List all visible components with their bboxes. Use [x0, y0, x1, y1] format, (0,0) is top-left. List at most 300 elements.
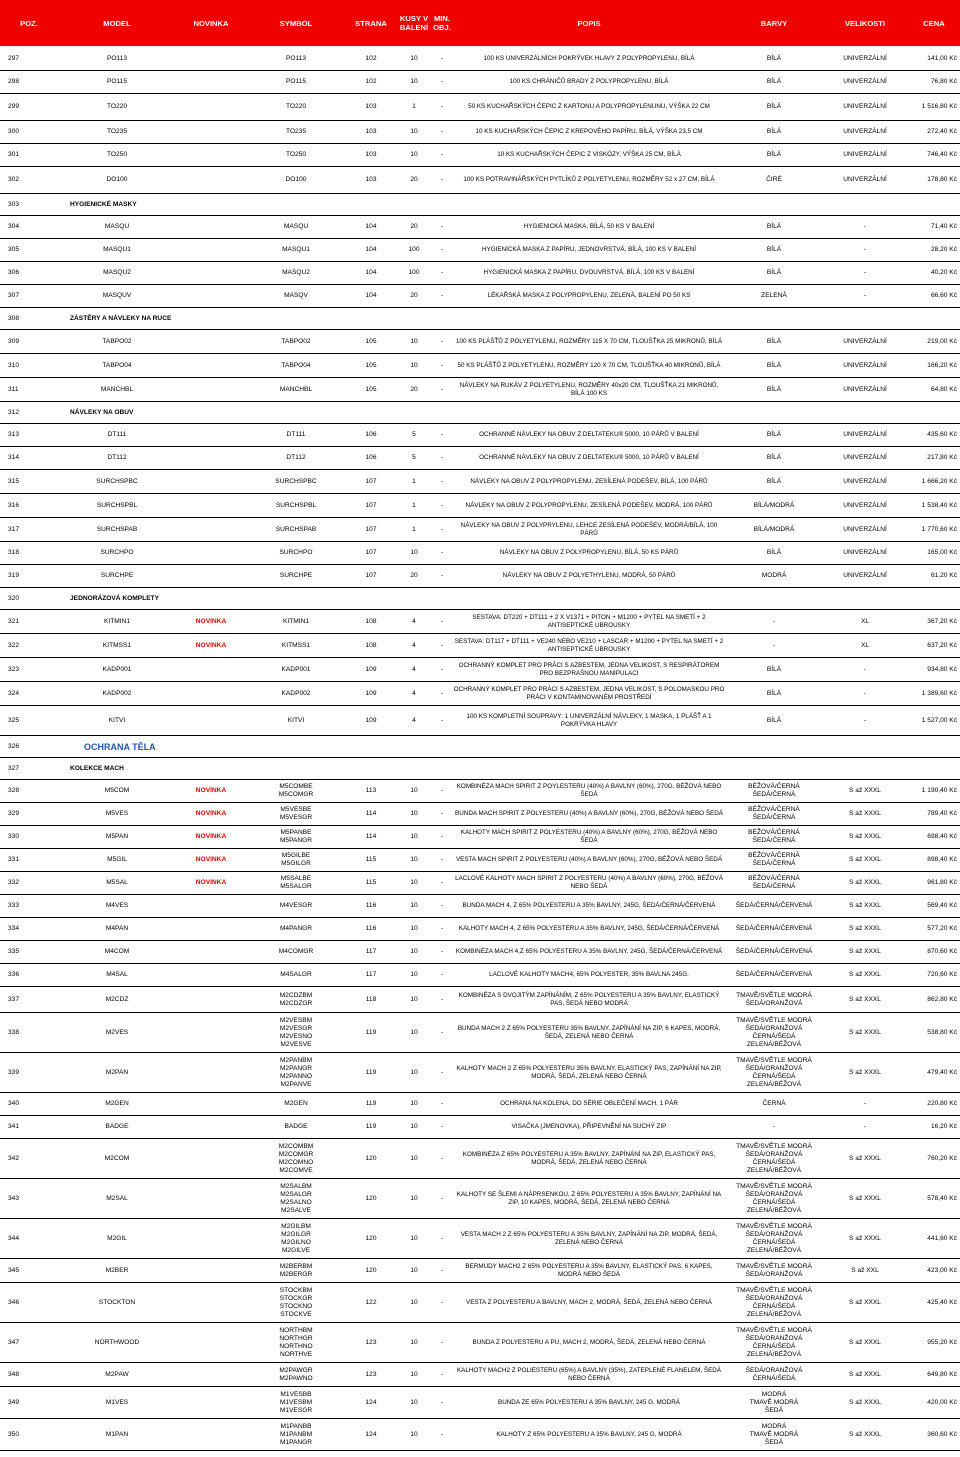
table-row [0, 1053, 960, 1093]
row-velikosti: - [822, 1116, 908, 1139]
row-min-obj: - [432, 872, 452, 895]
row-symbol: BADGE [246, 1116, 346, 1139]
row-strana: 119 [346, 1116, 396, 1139]
row-popis: OCHRANNÝ KOMPLET PRO PRÁCI S AZBESTEM, JEDNA VELIKOST, S RESPIRÁTOREM PRO BEZPRAŠNOU MANIPULACI [452, 658, 726, 682]
row-cena: 870,60 Kč [908, 941, 960, 964]
row-number: 309 [0, 330, 58, 354]
row-novinka [176, 262, 246, 285]
row-barvy: BÍLÁ [726, 239, 822, 262]
row-symbol: SURCHSPBC [246, 470, 346, 494]
row-cena: 1 538,40 Kč [908, 494, 960, 518]
row-velikosti: - [822, 658, 908, 682]
row-model: SURCHSPBC [58, 470, 176, 494]
row-novinka [176, 494, 246, 518]
row-symbol: M4PANGR [246, 918, 346, 941]
row-strana: 103 [346, 121, 396, 144]
row-velikosti: S až XXXL [822, 1363, 908, 1387]
row-velikosti: S až XXXL [822, 1387, 908, 1419]
table-row [0, 167, 960, 194]
row-min-obj: - [432, 1387, 452, 1419]
row-cena: 1 389,60 Kč [908, 682, 960, 706]
row-barvy: - [726, 610, 822, 634]
row-cena: 1 666,20 Kč [908, 470, 960, 494]
table-row [0, 1419, 960, 1451]
row-number: 346 [0, 1283, 58, 1323]
row-barvy: - [726, 634, 822, 658]
row-symbol: TABPO04 [246, 354, 346, 378]
row-barvy: BÍLÁ [726, 682, 822, 706]
row-min-obj: - [432, 144, 452, 167]
row-number: 298 [0, 71, 58, 94]
row-barvy: ZELENÁ [726, 285, 822, 308]
row-strana: 114 [346, 826, 396, 849]
row-model: M2PAW [58, 1363, 176, 1387]
row-barvy: TMAVĚ/SVĚTLE MODRÁ ŠEDÁ/ORANŽOVÁ [726, 1259, 822, 1283]
row-barvy: TMAVĚ/SVĚTLE MODRÁ ŠEDÁ/ORANŽOVÁ ČERNÁ/ŠEDÁ ZELENÁ/BÉŽOVÁ [726, 1013, 822, 1053]
row-popis: BUNDA MACH 2 Z 65% POLYESTERU 35% BAVLNY, ZAPÍNÁNÍ NA ZIP, 6 KAPES, MODRÁ, ŠEDÁ, ZELENÁ NEBO ČERNÁ [452, 1013, 726, 1053]
row-cena: 746,40 Kč [908, 144, 960, 167]
row-model: M2VES [58, 1013, 176, 1053]
row-popis: OCHRANNÉ NÁVLEKY NA OBUV Z DELTATEKU® 5000, 10 PÁRŮ V BALENÍ [452, 424, 726, 447]
row-strana: 113 [346, 780, 396, 803]
row-velikosti: UNIVERZÁLNÍ [822, 94, 908, 121]
table-row [0, 1139, 960, 1179]
row-barvy: ŠEDÁ/ČERNÁ/ČERVENÁ [726, 918, 822, 941]
row-min-obj: - [432, 706, 452, 736]
row-kusy: 10 [396, 941, 432, 964]
header-cena: CENA [908, 0, 960, 46]
table-row [0, 216, 960, 239]
table-row [0, 987, 960, 1013]
row-velikosti: UNIVERZÁLNÍ [822, 494, 908, 518]
row-min-obj: - [432, 1283, 452, 1323]
row-novinka [176, 1419, 246, 1451]
row-number: 328 [0, 780, 58, 803]
row-barvy: BÍLÁ [726, 216, 822, 239]
row-popis: 100 KS UNIVERZÁLNÍCH POKRÝVEK HLAVY Z POLYPROPYLENU, BÍLÁ [452, 48, 726, 71]
row-symbol: MASQU [246, 216, 346, 239]
row-popis: VESTA MACH SPIRIT Z POLYESTERU (40%) A BAVLNY (60%), 270G, BÉŽOVÁ NEBO ŠEDÁ [452, 849, 726, 872]
row-min-obj: - [432, 330, 452, 354]
row-barvy: MODRÁ TMAVĚ MODRÁ ŠEDÁ [726, 1387, 822, 1419]
row-cena: 220,80 Kč [908, 1093, 960, 1116]
table-row [0, 71, 960, 94]
row-velikosti: - [822, 682, 908, 706]
row-velikosti: S až XXXL [822, 1179, 908, 1219]
row-cena: 66,60 Kč [908, 285, 960, 308]
row-kusy: 10 [396, 48, 432, 71]
row-min-obj: - [432, 987, 452, 1013]
row-model: M2PAN [58, 1053, 176, 1093]
row-kusy: 10 [396, 330, 432, 354]
table-row [0, 518, 960, 542]
row-novinka [176, 1093, 246, 1116]
row-kusy: 1 [396, 518, 432, 542]
row-novinka [176, 239, 246, 262]
row-strana: 107 [346, 565, 396, 588]
row-number: 347 [0, 1323, 58, 1363]
row-popis: KALHOTY MACH SPIRIT Z POLYESTERU (40%) A BAVLNY (60%), 270G, BÉŽOVÁ NEBO ŠEDÁ [452, 826, 726, 849]
row-kusy: 20 [396, 167, 432, 194]
row-min-obj: - [432, 518, 452, 542]
row-velikosti: UNIVERZÁLNÍ [822, 565, 908, 588]
row-velikosti: XL [822, 610, 908, 634]
table-row [0, 285, 960, 308]
row-velikosti: UNIVERZÁLNÍ [822, 121, 908, 144]
row-number: 297 [0, 48, 58, 71]
row-number: 321 [0, 610, 58, 634]
row-popis: VESTA Z POLYESTERU A BAVLNY, MACH 2, MODRÁ, ŠEDÁ, ZELENÁ NEBO ČERNÁ [452, 1283, 726, 1323]
row-strana: 109 [346, 706, 396, 736]
row-barvy: BÍLÁ [726, 470, 822, 494]
row-kusy: 10 [396, 1283, 432, 1323]
row-cena: 862,80 Kč [908, 987, 960, 1013]
row-cena: 425,40 Kč [908, 1283, 960, 1323]
row-kusy: 10 [396, 1116, 432, 1139]
category-row [0, 308, 960, 330]
row-number: 307 [0, 285, 58, 308]
row-model: NORTHWOOD [58, 1323, 176, 1363]
row-cena: 898,40 Kč [908, 849, 960, 872]
row-novinka [176, 1219, 246, 1259]
row-model: KADP002 [58, 682, 176, 706]
row-velikosti: S až XXXL [822, 895, 908, 918]
row-barvy: ŠEDÁ/ČERNÁ/ČERVENÁ [726, 941, 822, 964]
row-novinka [176, 94, 246, 121]
row-barvy: TMAVĚ/SVĚTLE MODRÁ ŠEDÁ/ORANŽOVÁ ČERNÁ/ŠEDÁ ZELENÁ/BÉŽOVÁ [726, 1053, 822, 1093]
row-popis: HYGIENICKÁ MASKA, BÍLÁ, 50 KS V BALENÍ [452, 216, 726, 239]
row-symbol: KITMSS1 [246, 634, 346, 658]
row-cena: 423,00 Kč [908, 1259, 960, 1283]
row-number: 324 [0, 682, 58, 706]
row-min-obj: - [432, 941, 452, 964]
row-novinka [176, 987, 246, 1013]
table-row [0, 964, 960, 987]
row-min-obj: - [432, 262, 452, 285]
row-popis: KALHOTY Z 65% POLYESTERU A 35% BAVLNY, 245 G, MODRÁ [452, 1419, 726, 1451]
header-velikosti: VELIKOSTI [822, 0, 908, 46]
row-symbol: M5PANBE M5PANGR [246, 826, 346, 849]
row-popis: 100 KS CHRÁNIČŮ BRADY Z POLYPROPYLENU, BÍLÁ [452, 71, 726, 94]
row-novinka [176, 1179, 246, 1219]
row-kusy: 10 [396, 987, 432, 1013]
row-number: 327 [0, 758, 58, 780]
table-row [0, 826, 960, 849]
header-strana: STRANA [346, 0, 396, 46]
row-kusy: 10 [396, 1387, 432, 1419]
row-cena: 1 527,00 Kč [908, 706, 960, 736]
category-title: NÁVLEKY NA OBUV [58, 402, 960, 424]
row-barvy: BÍLÁ [726, 48, 822, 71]
row-symbol: MASQU2 [246, 262, 346, 285]
row-kusy: 100 [396, 239, 432, 262]
row-model: BADGE [58, 1116, 176, 1139]
row-cena: 955,20 Kč [908, 1323, 960, 1363]
row-number: 332 [0, 872, 58, 895]
row-velikosti: S až XXXL [822, 872, 908, 895]
row-novinka [176, 424, 246, 447]
row-barvy: BÍLÁ [726, 94, 822, 121]
category-title: OCHRANA TĚLA [58, 736, 960, 758]
row-barvy: MODRÁ TMAVĚ MODRÁ ŠEDÁ [726, 1419, 822, 1451]
row-novinka [176, 658, 246, 682]
row-kusy: 1 [396, 494, 432, 518]
row-min-obj: - [432, 1139, 452, 1179]
row-strana: 107 [346, 542, 396, 565]
row-kusy: 5 [396, 424, 432, 447]
table-row [0, 706, 960, 736]
table-row [0, 1387, 960, 1419]
row-velikosti: S až XXXL [822, 918, 908, 941]
row-number: 300 [0, 121, 58, 144]
row-strana: 106 [346, 447, 396, 470]
category-title: HYGIENICKÉ MASKY [58, 194, 960, 216]
table-row [0, 1219, 960, 1259]
row-barvy: BÍLÁ [726, 121, 822, 144]
row-symbol: M2VESBM M2VESGR M2VESNO M2VESVE [246, 1013, 346, 1053]
row-barvy: TMAVĚ/SVĚTLE MODRÁ ŠEDÁ/ORANŽOVÁ ČERNÁ/ŠEDÁ ZELENÁ/BÉŽOVÁ [726, 1179, 822, 1219]
row-kusy: 4 [396, 706, 432, 736]
row-kusy: 10 [396, 542, 432, 565]
row-novinka [176, 964, 246, 987]
row-symbol: KADP001 [246, 658, 346, 682]
row-barvy: BÍLÁ [726, 424, 822, 447]
row-number: 306 [0, 262, 58, 285]
row-symbol: PO115 [246, 71, 346, 94]
row-kusy: 4 [396, 682, 432, 706]
row-model: STOCKTON [58, 1283, 176, 1323]
row-velikosti: UNIVERZÁLNÍ [822, 518, 908, 542]
row-strana: 120 [346, 1139, 396, 1179]
row-kusy: 10 [396, 964, 432, 987]
row-cena: 367,20 Kč [908, 610, 960, 634]
row-novinka [176, 470, 246, 494]
row-symbol: TO235 [246, 121, 346, 144]
row-cena: 435,60 Kč [908, 424, 960, 447]
row-popis: HYGIENICKÁ MASKA Z PAPÍRU, DVOUVRSTVÁ, BÍLÁ, 100 KS V BALENÍ [452, 262, 726, 285]
row-model: DO100 [58, 167, 176, 194]
table-row [0, 1363, 960, 1387]
row-min-obj: - [432, 424, 452, 447]
row-cena: 28,20 Kč [908, 239, 960, 262]
row-model: M4COM [58, 941, 176, 964]
row-min-obj: - [432, 447, 452, 470]
row-velikosti: - [822, 216, 908, 239]
table-row [0, 470, 960, 494]
row-popis: 100 KS PLÁŠŤŮ Z POLYETYLENU, ROZMĚRY 115 X 70 CM, TLOUŠŤKA 25 MIKRONŮ, BÍLÁ [452, 330, 726, 354]
row-number: 317 [0, 518, 58, 542]
row-symbol: M4VESGR [246, 895, 346, 918]
row-model: M1PAN [58, 1419, 176, 1451]
row-velikosti: S až XXXL [822, 1053, 908, 1093]
row-kusy: 10 [396, 1139, 432, 1179]
header-poz: POZ. [0, 0, 58, 46]
row-kusy: 5 [396, 447, 432, 470]
row-number: 334 [0, 918, 58, 941]
row-number: 319 [0, 565, 58, 588]
row-velikosti: - [822, 285, 908, 308]
table-row [0, 872, 960, 895]
row-strana: 115 [346, 849, 396, 872]
header-min-obj: MIN. OBJ. [432, 0, 452, 46]
row-min-obj: - [432, 1363, 452, 1387]
row-cena: 479,40 Kč [908, 1053, 960, 1093]
row-novinka: NOVINKA [176, 803, 246, 826]
row-barvy: TMAVĚ/SVĚTLE MODRÁ ŠEDÁ/ORANŽOVÁ [726, 987, 822, 1013]
row-kusy: 20 [396, 565, 432, 588]
row-velikosti: S až XXL [822, 1259, 908, 1283]
row-model: M5COM [58, 780, 176, 803]
row-popis: BUNDA ZE 65% POLYESTERU A 35% BAVLNY, 245 G, MODRÁ [452, 1387, 726, 1419]
row-barvy: TMAVĚ/SVĚTLE MODRÁ ŠEDÁ/ORANŽOVÁ ČERNÁ/ŠEDÁ ZELENÁ/BÉŽOVÁ [726, 1219, 822, 1259]
row-barvy: BÍLÁ [726, 378, 822, 402]
row-kusy: 20 [396, 216, 432, 239]
table-row [0, 94, 960, 121]
header-popis: POPIS [452, 0, 726, 46]
row-kusy: 20 [396, 285, 432, 308]
table-row [0, 658, 960, 682]
row-kusy: 10 [396, 803, 432, 826]
row-model: KADP001 [58, 658, 176, 682]
table-row [0, 542, 960, 565]
row-popis: 10 KS KUCHAŘSKÝCH ČEPIC Z VISKÓZY, VÝŠKA 25 CM, BÍLÁ [452, 144, 726, 167]
row-strana: 107 [346, 494, 396, 518]
row-cena: 934,80 Kč [908, 658, 960, 682]
row-number: 348 [0, 1363, 58, 1387]
row-cena: 578,40 Kč [908, 1179, 960, 1219]
row-number: 333 [0, 895, 58, 918]
row-novinka [176, 682, 246, 706]
table-row [0, 330, 960, 354]
row-strana: 120 [346, 1259, 396, 1283]
row-number: 299 [0, 94, 58, 121]
row-novinka [176, 1053, 246, 1093]
row-kusy: 1 [396, 470, 432, 494]
row-novinka [176, 918, 246, 941]
row-min-obj: - [432, 1093, 452, 1116]
row-popis: NÁVLEKY NA OBUV Z POLYPROPYLENU, ZESÍLENÁ PODEŠEV, BÍLÁ, 100 PÁRŮ [452, 470, 726, 494]
row-strana: 119 [346, 1013, 396, 1053]
row-velikosti: S až XXXL [822, 849, 908, 872]
row-model: SURCHSPBL [58, 494, 176, 518]
row-barvy: BÍLÁ [726, 262, 822, 285]
row-strana: 104 [346, 216, 396, 239]
row-strana: 104 [346, 285, 396, 308]
row-cena: 760,20 Kč [908, 1139, 960, 1179]
row-number: 331 [0, 849, 58, 872]
table-row [0, 780, 960, 803]
header-kusy: KUSY V BALENÍ [396, 0, 432, 46]
row-symbol: M5SALBE M5SALGR [246, 872, 346, 895]
row-number: 335 [0, 941, 58, 964]
row-kusy: 10 [396, 1419, 432, 1451]
row-velikosti: UNIVERZÁLNÍ [822, 354, 908, 378]
row-number: 314 [0, 447, 58, 470]
row-model: KITVI [58, 706, 176, 736]
header-novinka: NOVINKA [176, 0, 246, 46]
row-model: M2CDZ [58, 987, 176, 1013]
row-symbol: M5GILBE M5GILGR [246, 849, 346, 872]
row-velikosti: XL [822, 634, 908, 658]
row-strana: 117 [346, 964, 396, 987]
row-strana: 104 [346, 262, 396, 285]
row-model: MASQUV [58, 285, 176, 308]
row-min-obj: - [432, 71, 452, 94]
table-row [0, 494, 960, 518]
row-strana: 116 [346, 918, 396, 941]
row-barvy: ČIRÉ [726, 167, 822, 194]
row-popis: 100 KS KOMPLETNÍ SOUPRAVY: 1 UNIVERZÁLNÍ NÁVLEKY, 1 MASKA, 1 PLÁŠŤ A 1 POKRÝVKA HLAVY [452, 706, 726, 736]
row-strana: 124 [346, 1419, 396, 1451]
row-popis: KOMBINÉZA MACH SPIRIT Z POYLESTERU (40%) A BAVLNY (60%), 270G, BÉŽOVÁ NEBO ŠEDÁ [452, 780, 726, 803]
table-row [0, 1116, 960, 1139]
row-velikosti: S až XXXL [822, 1283, 908, 1323]
row-symbol: NORTHBM NORTHGR NORTHNO NORTHVE [246, 1323, 346, 1363]
row-strana: 105 [346, 330, 396, 354]
row-kusy: 10 [396, 121, 432, 144]
row-strana: 103 [346, 167, 396, 194]
row-strana: 107 [346, 518, 396, 542]
row-barvy: BÍLÁ/MODRÁ [726, 518, 822, 542]
row-barvy: TMAVĚ/SVĚTLE MODRÁ ŠEDÁ/ORANŽOVÁ ČERNÁ/ŠEDÁ ZELENÁ/BÉŽOVÁ [726, 1323, 822, 1363]
row-novinka [176, 1363, 246, 1387]
row-novinka [176, 354, 246, 378]
row-strana: 108 [346, 610, 396, 634]
row-min-obj: - [432, 1419, 452, 1451]
row-symbol: M4COMGR [246, 941, 346, 964]
row-kusy: 10 [396, 1219, 432, 1259]
row-strana: 103 [346, 144, 396, 167]
row-kusy: 4 [396, 610, 432, 634]
row-cena: 141,00 Kč [908, 48, 960, 71]
row-barvy: BÉŽOVÁ/ČERNÁ ŠEDÁ/ČERNÁ [726, 872, 822, 895]
row-min-obj: - [432, 1219, 452, 1259]
row-cena: 1 770,60 Kč [908, 518, 960, 542]
table-row [0, 378, 960, 402]
row-min-obj: - [432, 542, 452, 565]
row-barvy: BÍLÁ [726, 658, 822, 682]
row-model: M2BER [58, 1259, 176, 1283]
row-kusy: 100 [396, 262, 432, 285]
row-novinka: NOVINKA [176, 780, 246, 803]
row-symbol: M2COMBM M2COMGR M2COMNO M2COMVE [246, 1139, 346, 1179]
row-min-obj: - [432, 895, 452, 918]
row-symbol: KADP002 [246, 682, 346, 706]
row-novinka [176, 1013, 246, 1053]
row-min-obj: - [432, 1053, 452, 1093]
row-velikosti: S až XXXL [822, 1323, 908, 1363]
row-popis: KALHOTY MACH 2 Z 65% POLYESTERU 35% BAVLNY, ELASTICKÝ PAS, ZAPÍNÁNÍ NA ZIP, MODRÁ, ŠEDÁ, ZELENÁ NEBO ČERNÁ [452, 1053, 726, 1093]
row-velikosti: - [822, 262, 908, 285]
row-cena: 61,20 Kč [908, 565, 960, 588]
row-novinka [176, 518, 246, 542]
row-symbol: TABPO02 [246, 330, 346, 354]
row-cena: 165,00 Kč [908, 542, 960, 565]
row-model: PO113 [58, 48, 176, 71]
row-model: M1VES [58, 1387, 176, 1419]
row-novinka [176, 1139, 246, 1179]
row-novinka [176, 706, 246, 736]
row-strana: 102 [346, 71, 396, 94]
row-novinka [176, 216, 246, 239]
row-cena: 71,40 Kč [908, 216, 960, 239]
category-title: KOLEKCE MACH [58, 758, 960, 780]
table-row [0, 803, 960, 826]
row-popis: OCHRANA NA KOLENA, DO SÉRIE OBLEČENÍ MACH, 1 PÁR [452, 1093, 726, 1116]
row-barvy: BÉŽOVÁ/ČERNÁ ŠEDÁ/ČERNÁ [726, 849, 822, 872]
row-symbol: STOCKBM STOCKGR STOCKNO STOCKVE [246, 1283, 346, 1323]
row-model: M5VES [58, 803, 176, 826]
